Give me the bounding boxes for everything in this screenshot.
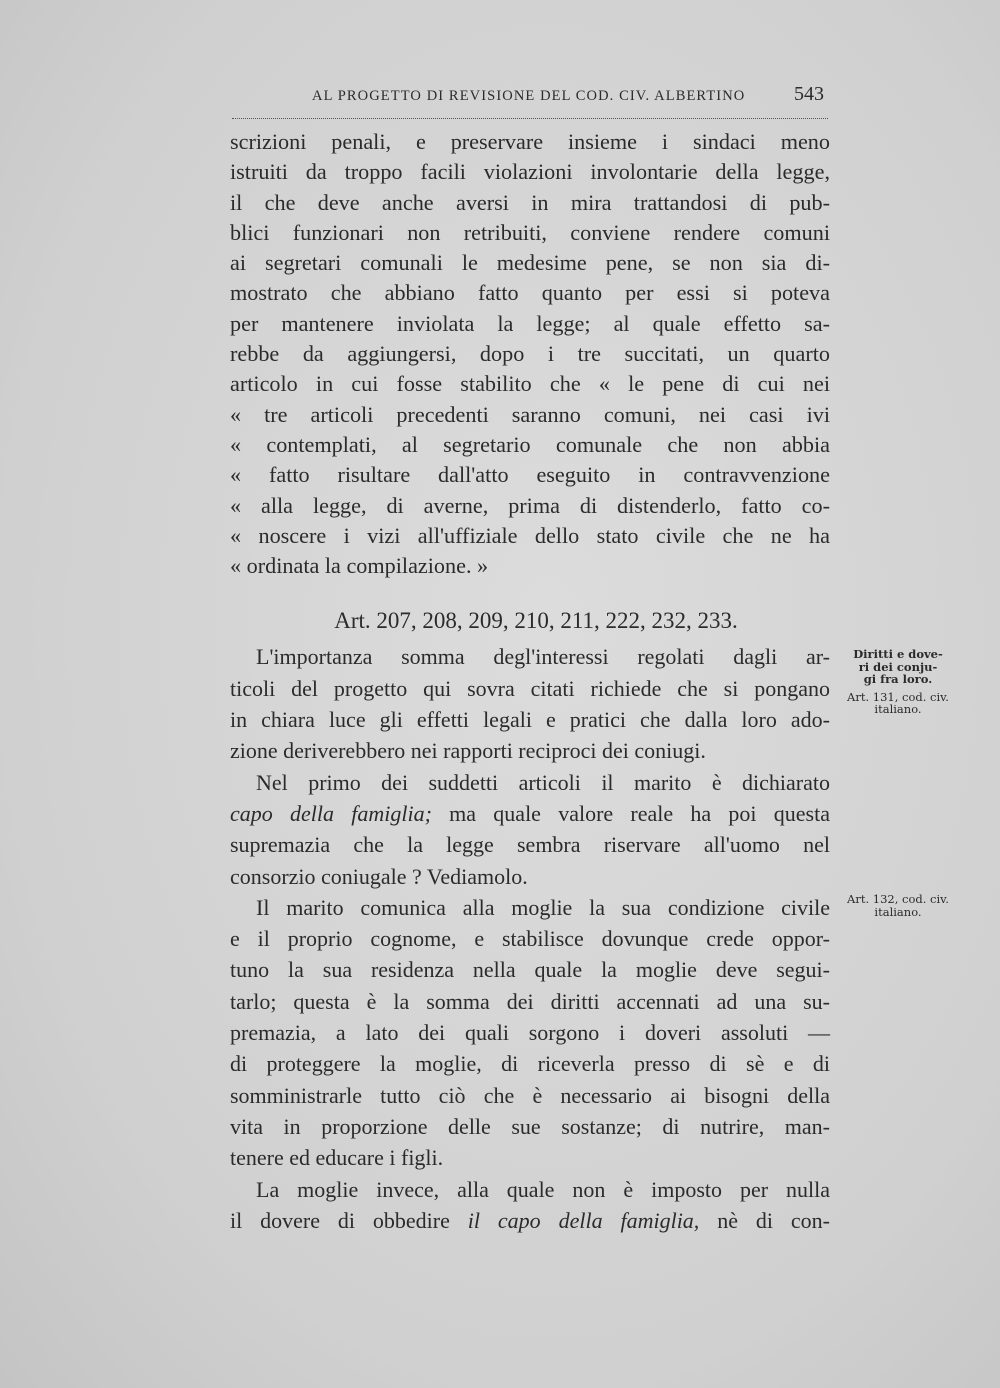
text-line: premazia, a lato dei quali sorgono i doveri assoluti —: [230, 1020, 830, 1046]
marginal-note-ref: Art. 131, cod. civ.: [847, 689, 949, 704]
paragraph-continuation: [230, 127, 830, 581]
text-line: L'importanza somma degl'interessi regolati dagli ar-: [256, 644, 830, 670]
text-line: vita in proporzione delle sue sostanze; di nutrire, man-: [230, 1113, 830, 1139]
text-line: articolo in cui fosse stabilito che « le pene di cui nei: [230, 371, 830, 397]
text-line: [230, 798, 830, 829]
text-line: e il proprio cognome, e stabilisce dovunque crede oppor-: [230, 926, 830, 952]
text-line: supremazia che la legge sembra riservare all'uomo nel: [230, 832, 830, 858]
marginal-note-title: gi fra loro.: [863, 672, 933, 686]
marginal-note: [838, 648, 958, 716]
text-span: il dovere di obbedire: [230, 1207, 468, 1233]
text-line: « noscere i vizi all'uffiziale dello stato civile che ne ha: [230, 522, 830, 548]
text-line: consorzio coniugale ? Vediamolo.: [230, 863, 528, 889]
text-line: per mantenere inviolata la legge; al quale effetto sa-: [230, 310, 830, 336]
text-line: ticoli del progetto qui sovra citati richiede che si pongano: [230, 675, 830, 701]
body-text: [230, 127, 830, 1236]
text-line: « alla legge, di averne, prima di distenderlo, fatto co-: [230, 492, 830, 518]
text-line: La moglie invece, alla quale non è imposto per nulla: [256, 1176, 830, 1202]
text-span: nè di con-: [699, 1207, 830, 1233]
text-line: istruiti da troppo facili violazioni involontarie della legge,: [230, 159, 830, 185]
italic-phrase: il capo della famiglia,: [467, 1207, 700, 1233]
page-number: 543: [794, 83, 824, 105]
text-line: tenere ed educare i figli.: [230, 1145, 444, 1171]
text-line: « ordinata la compilazione. »: [230, 553, 489, 579]
text-line: tarlo; questa è la somma dei diritti accennati ad una su-: [230, 988, 830, 1014]
text-line: « contemplati, al segretario comunale che non abbia: [230, 431, 830, 457]
section-heading: Art. 207, 208, 209, 210, 211, 222, 232, 233.: [334, 608, 738, 634]
text-line: [230, 1205, 830, 1236]
text-line: di proteggere la moglie, di riceverla presso di sè e di: [230, 1051, 830, 1077]
text-line: scrizioni penali, e preservare insieme i sindaci meno: [230, 129, 830, 154]
text-line: ai segretari comunali le medesime pene, se non sia di-: [230, 250, 830, 276]
text-line: rebbe da aggiungersi, dopo i tre succitati, un quarto: [230, 341, 830, 367]
text-line: Nel primo dei suddetti articoli il marito è dichiarato: [256, 769, 830, 795]
text-line: « fatto risultare dall'atto eseguito in contravvenzione: [230, 462, 830, 488]
italic-phrase: capo della famiglia;: [230, 800, 432, 826]
text-line: blici funzionari non retribuiti, conviene rendere comuni: [230, 219, 830, 245]
marginal-note-title: Diritti e dove-: [853, 647, 943, 661]
text-line: zione deriverebbero nei rapporti reciproci dei coniugi.: [230, 738, 706, 764]
text-line: « tre articoli precedenti saranno comuni, nei casi ivi: [230, 401, 830, 427]
marginal-note-ref: italiano.: [874, 702, 922, 716]
running-title: AL PROGETTO DI REVISIONE DEL COD. CIV. ALBERTINO: [312, 88, 746, 104]
article-commentary: [230, 641, 830, 1236]
text-span: ma quale valore reale ha poi questa: [431, 800, 830, 826]
marginal-note-ref: Art. 132, cod. civ.: [847, 892, 949, 906]
text-line: il che deve anche aversi in mira trattandosi di pub-: [230, 189, 830, 215]
text-line: mostrato che abbiano fatto quanto per essi si poteva: [230, 280, 830, 306]
marginal-note-ref: italiano.: [874, 904, 922, 919]
marginal-note-title: ri dei conju-: [858, 659, 938, 674]
marginal-note: [838, 893, 958, 918]
text-line: tuno la sua residenza nella quale la moglie deve segui-: [230, 957, 830, 983]
text-line: Il marito comunica alla moglie la sua condizione civile: [256, 894, 830, 920]
text-line: in chiara luce gli effetti legali e pratici che dalla loro ado-: [230, 707, 830, 733]
running-head: [232, 82, 828, 119]
text-line: somministrarle tutto ciò che è necessario ai bisogni della: [230, 1082, 830, 1108]
